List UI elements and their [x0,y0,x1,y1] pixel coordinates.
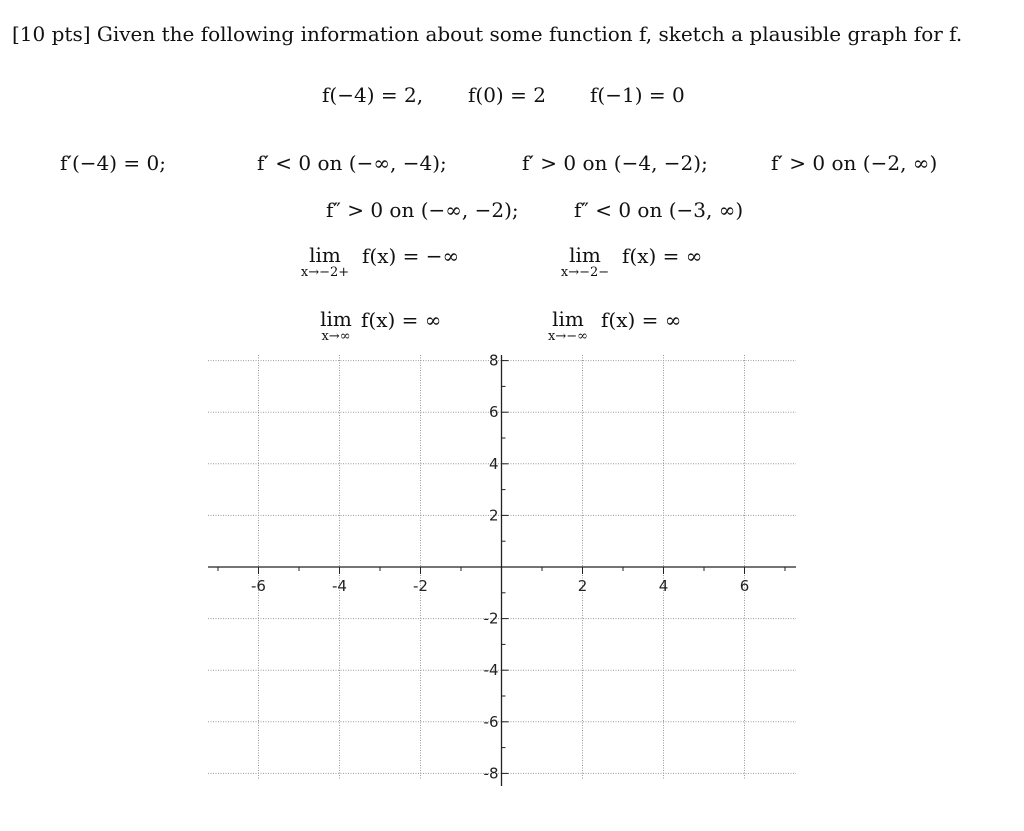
instruction-text: Given the following information about some function f, sketch a plausible graph for f. [96,22,963,46]
y-tick-label: -6 [483,712,499,731]
x-tick-label: 2 [577,577,588,595]
value-f-neg1: f(−1) = 0 [590,83,685,107]
limit-subscript: x→−2+ [300,265,350,280]
value-f-0: f(0) = 2 [468,83,546,107]
fprime-pos-interval-2: f′ > 0 on (−2, ∞) [771,151,938,175]
fprime-neg-interval: f′ < 0 on (−∞, −4); [257,151,447,175]
limit-expression: f(x) = ∞ [622,244,703,268]
y-tick-label: 6 [488,403,499,422]
limit-word: lim [309,243,341,267]
limit-expression: f(x) = −∞ [362,244,460,268]
fdoubleprime-pos: f″ > 0 on (−∞, −2); [326,198,519,222]
y-tick-label: -2 [483,609,499,628]
x-tick-label: -6 [251,577,266,595]
limit-word: lim [320,307,352,331]
fprime-at-neg4: f′(−4) = 0; [60,151,166,175]
limit-expression: f(x) = ∞ [361,308,442,332]
y-tick-label: 8 [488,351,499,370]
limit-word: lim [569,243,601,267]
x-tick-label: 6 [739,577,750,595]
x-tick-labels [251,577,749,595]
limit-subscript: x→−2− [560,265,610,280]
y-tick-label: -8 [483,764,499,783]
points-label: [10 pts] [12,22,91,46]
y-tick-label: 2 [488,506,499,525]
limit-subscript: x→∞ [321,329,351,344]
limit-subscript: x→−∞ [548,329,588,344]
fprime-pos-interval-1: f′ > 0 on (−4, −2); [522,151,708,175]
y-tick-label: 4 [488,454,499,473]
x-tick-label: 4 [658,577,669,595]
x-tick-label: -2 [413,577,428,595]
y-tick-label: -4 [483,661,499,680]
limit-expression: f(x) = ∞ [601,308,682,332]
x-tick-label: -4 [332,577,347,595]
value-f-neg4: f(−4) = 2, [322,83,424,107]
limit-word: lim [552,307,584,331]
fdoubleprime-neg: f″ < 0 on (−3, ∞) [574,198,744,222]
